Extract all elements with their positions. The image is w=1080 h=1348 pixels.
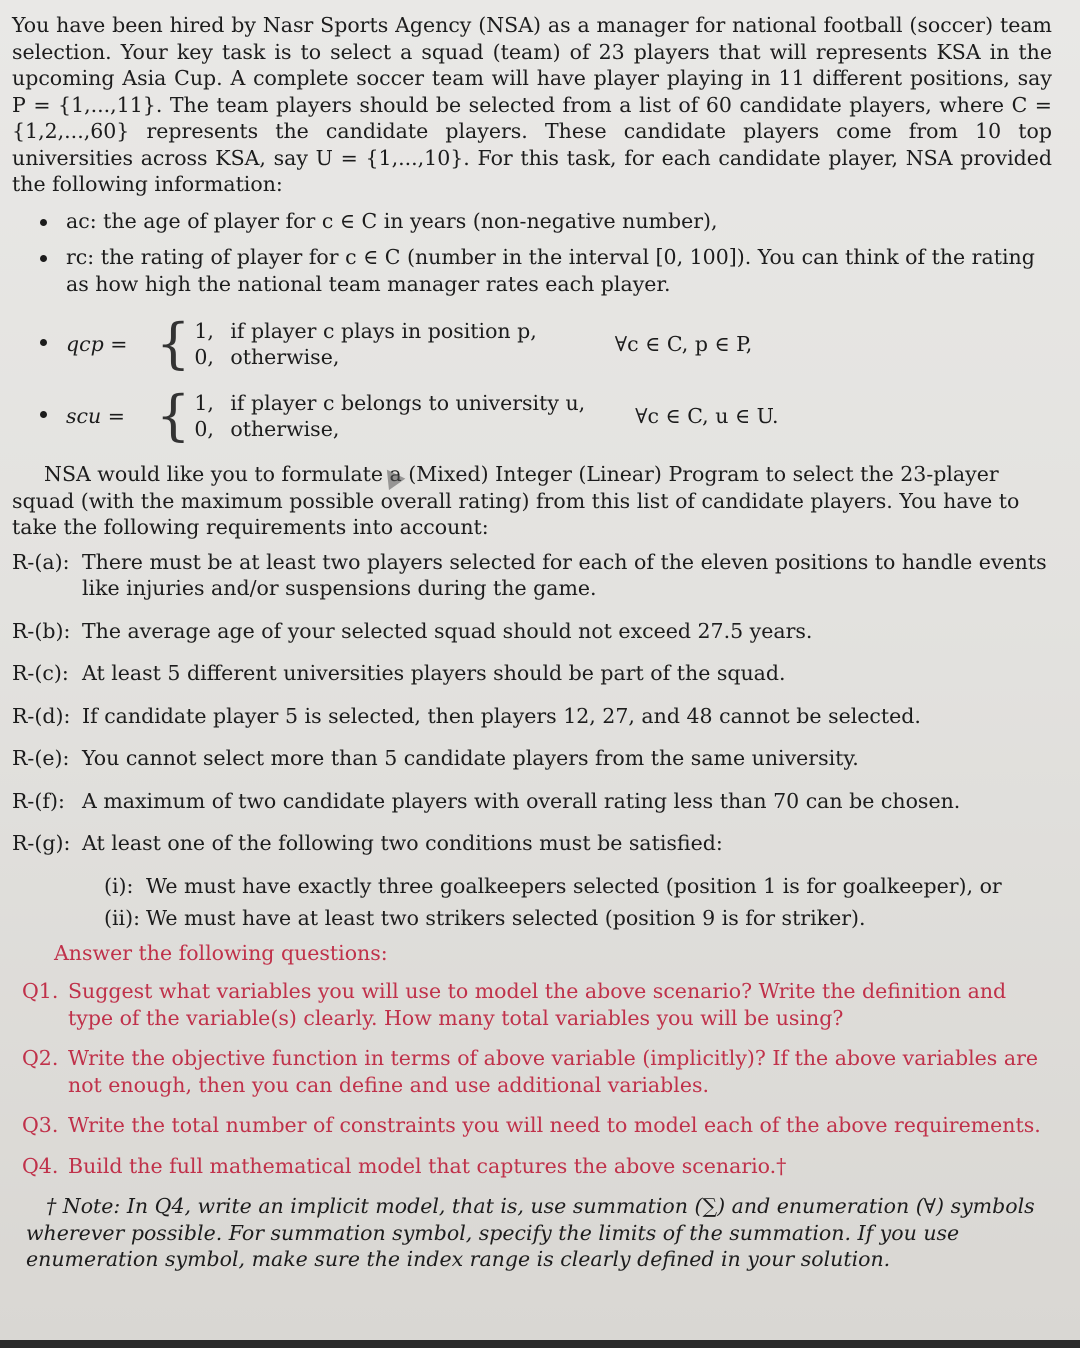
list-item-scu — [40, 384, 1052, 447]
bullet-icon — [40, 339, 47, 346]
question-item: Q2. Write the objective function in terms of above variable (implicitly)? If the above variables are not enough, then you can define and use additional variables. — [22, 1046, 1038, 1097]
answer-heading: Answer the following questions: — [54, 940, 388, 965]
bullet-icon — [40, 411, 47, 418]
requirement-item: R-(f): A maximum of two candidate players with overall rating less than 70 can be chosen. — [12, 788, 961, 813]
footnote: † Note: In Q4, write an implicit model, that is, use summation (∑) and enumeration (∀) symbols wherever possible. For summation symbol, specify the limits of the summation. If you use enumeration symbol, make sure the index range is clearly defined in your solution. — [26, 1194, 1035, 1271]
requirement-item: R-(d): If candidate player 5 is selected, then players 12, 27, and 48 cannot be selected. — [12, 703, 921, 728]
requirement-item: R-(c): At least 5 different universities players should be part of the squad. — [12, 661, 786, 685]
age-definition: ac: the age of player for c ∈ C in years (non-negative number), — [66, 208, 718, 233]
requirement-item: R-(g): At least one of the following two conditions must be satisfied: — [12, 831, 723, 855]
question-item: Q4. Build the full mathematical model that captures the above scenario.† — [22, 1153, 787, 1178]
scu-case-one: 1, if player c belongs to university u, — [194, 390, 586, 415]
requirement-item: R-(b): The average age of your selected squad should not exceed 27.5 years. — [12, 618, 813, 643]
scu-definition — [66, 384, 1052, 447]
bullet-icon — [40, 219, 47, 226]
brace-icon: { — [156, 384, 191, 447]
requirements-list — [12, 549, 1052, 932]
bullet-icon — [40, 255, 47, 262]
scu-cases — [194, 390, 585, 443]
sub-condition: (ii): We must have at least two strikers selected (position 9 is for striker). — [104, 906, 866, 930]
question-item: Q1. Suggest what variables you will use to model the above scenario? Write the definition and type of the variable(s) clearly. How many total variables you will be using? — [22, 979, 1007, 1030]
page-bottom-edge — [0, 1340, 1080, 1348]
questions-list — [12, 978, 1052, 1179]
qcp-cases — [194, 318, 536, 371]
intro-paragraph: You have been hired by Nasr Sports Agency (NSA) as a manager for national football (soccer) team selection. Your key task is to select a squad (team) of 23 players that will represents KSA in the upcoming Asia Cup. A complete soccer team will have player playing in 11 different positions, say P = {1,...,11}. The team players should be selected from a list of 60 candidate players, where C = {1,2,...,60} represents the candidate players. These candidate players come from 10 top universities across KSA, say U = {1,...,10}. For this task, for each candidate player, NSA provided the following information: — [12, 13, 1052, 196]
list-item-age — [40, 208, 1052, 235]
brace-icon: { — [156, 312, 191, 375]
qcp-case-one: 1, if player c plays in position p, — [194, 318, 537, 343]
list-item-rating — [40, 244, 1052, 297]
list-item-qcp — [40, 312, 1052, 375]
requirement-item: R-(a): There must be at least two players selected for each of the eleven positions to handle events like injuries and/or suspensions during the game. — [12, 549, 1047, 600]
qcp-lhs: qcp = — [66, 331, 128, 356]
sub-condition: (i): We must have exactly three goalkeepers selected (position 1 is for goalkeeper), or — [104, 873, 1002, 898]
rating-definition: rc: the rating of player for c ∈ C (number in the interval [0, 100]). You can think of the rating as how high the national team manager rates each player. — [66, 245, 1035, 296]
question-item: Q3. Write the total number of constraints you will need to model each of the above requirements. — [22, 1113, 1041, 1137]
qcp-domain: ∀c ∈ C, p ∈ P, — [614, 331, 753, 356]
requirement-item: R-(e): You cannot select more than 5 candidate players from the same university. — [12, 746, 859, 770]
scu-case-zero: 0, otherwise, — [194, 417, 340, 441]
scu-domain: ∀c ∈ C, u ∈ U. — [635, 403, 779, 428]
info-list — [12, 208, 1052, 447]
scu-lhs: scu = — [66, 403, 125, 428]
task-paragraph: NSA would like you to formulate a (Mixed) Integer (Linear) Program to select the 23-player squad (with the maximum possible overall rating) from this list of candidate players. You have to take the following requirements into account: — [12, 462, 1020, 539]
qcp-definition — [66, 312, 1052, 375]
qcp-case-zero: 0, otherwise, — [194, 345, 340, 369]
